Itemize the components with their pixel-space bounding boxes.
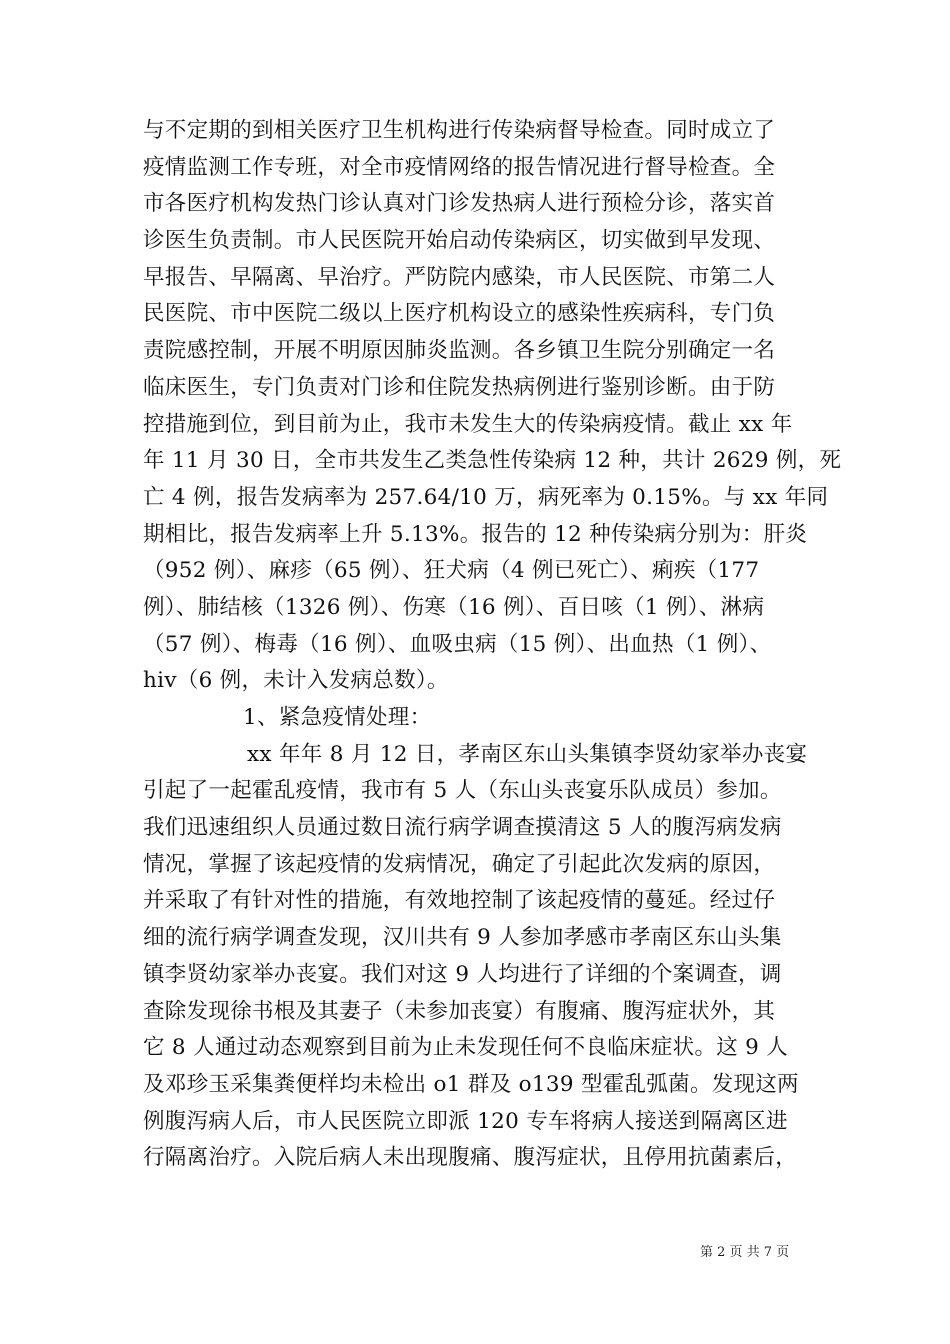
- section-text-line: 及邓珍玉采集粪便样均未检出 o1 群及 o139 型霍乱弧菌。发现这两: [143, 1071, 799, 1097]
- text-line: 与不定期的到相关医疗卫生机构进行传染病督导检查。同时成立了: [143, 118, 776, 143]
- text-line: 期相比，报告发病率上升 5.13%。报告的 12 种传染病分别为：肝炎: [143, 521, 808, 547]
- section-text-line: 情况，掌握了该起疫情的发病情况，确定了引起此次发病的原因，: [143, 851, 776, 877]
- text-line: 年 11 月 30 日，全市共发生乙类急性传染病 12 种，共计 2629 例，死: [143, 448, 842, 474]
- body-text: [143, 113, 842, 1177]
- section-text-line: xx 年年 8 月 12 日，孝南区东山头集镇李贤幼家举办丧宴: [247, 741, 808, 767]
- section-text-line: 细的流行病学调查发现，汉川共有 9 人参加孝感市孝南区东山头集: [143, 925, 782, 951]
- text-line: （57 例）、梅毒（16 例）、血吸虫病（15 例）、出血热（1 例）、: [143, 631, 772, 657]
- text-line: 疫情监测工作专班，对全市疫情网络的报告情况进行督导检查。全: [143, 154, 776, 180]
- section-text-line: 查除发现徐书根及其妻子（未参加丧宴）有腹痛、腹泻症状外，其: [143, 998, 776, 1024]
- text-line: 亡 4 例，报告发病率为 257.64/10 万，病死率为 0.15%。与 xx 年同: [143, 484, 829, 510]
- text-line: 诊医生负责制。市人民医院开始启动传染病区，切实做到早发现、: [143, 228, 776, 254]
- text-line: （952 例）、麻疹（65 例）、狂犬病（4 例已死亡）、痢疾（177: [143, 558, 760, 584]
- text-line: 市各医疗机构发热门诊认真对门诊发热病人进行预检分诊，落实首: [143, 191, 776, 217]
- text-line: 早报告、早隔离、早治疗。严防院内感染，市人民医院、市第二人: [143, 264, 776, 290]
- text-line: 控措施到位，到目前为止，我市未发生大的传染病疫情。截止 xx 年: [143, 411, 793, 437]
- section-heading: 1、紧急疫情处理：: [243, 705, 432, 730]
- section-text-line: 镇李贤幼家举办丧宴。我们对这 9 人均进行了详细的个案调查，调: [143, 961, 782, 987]
- text-line: 责院感控制，开展不明原因肺炎监测。各乡镇卫生院分别确定一名: [143, 338, 776, 364]
- section-text-line: 例腹泻病人后，市人民医院立即派 120 专车将病人接送到隔离区进: [143, 1108, 788, 1134]
- text-line: 民医院、市中医院二级以上医疗机构设立的感染性疾病科，专门负: [143, 301, 776, 327]
- text-line: 例）、肺结核（1326 例）、伤寒（16 例）、百日咳（1 例）、淋病: [143, 594, 765, 620]
- section-text-line: 并采取了有针对性的措施，有效地控制了该起疫情的蔓延。经过仔: [143, 888, 776, 914]
- section-text-line: 引起了一起霍乱疫情，我市有 5 人（东山头丧宴乐队成员）参加。: [143, 778, 782, 804]
- section-text-line: 它 8 人通过动态观察到目前为止未发现任何不良临床症状。这 9 人: [143, 1035, 789, 1061]
- text-line: 临床医生，专门负责对门诊和住院发热病例进行鉴别诊断。由于防: [143, 374, 776, 400]
- section-text-line: 我们迅速组织人员通过数日流行病学调查摸清这 5 人的腹泻病发病: [143, 815, 782, 841]
- page-number-footer: 第 2 页 共 7 页: [700, 1245, 790, 1260]
- text-line: hiv（6 例，未计入发病总数）。: [143, 668, 449, 694]
- section-text-line: 行隔离治疗。入院后病人未出现腹痛、腹泻症状，且停用抗菌素后，: [143, 1145, 798, 1171]
